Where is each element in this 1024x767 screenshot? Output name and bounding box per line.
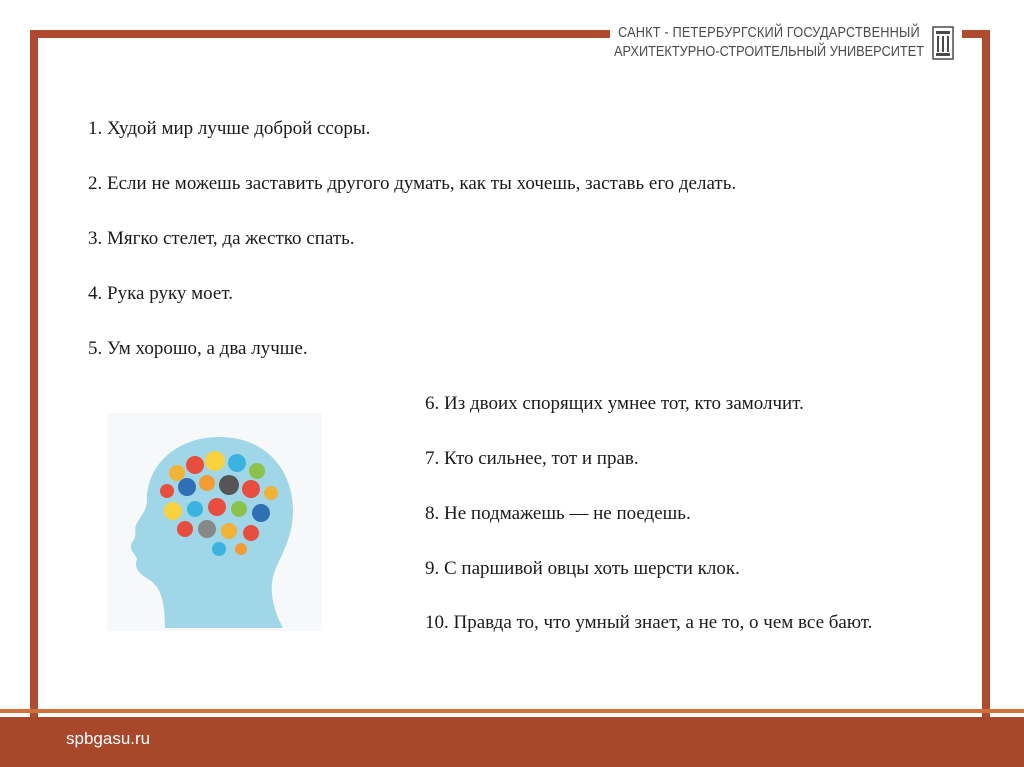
university-name-line1: САНКТ - ПЕТЕРБУРГСКИЙ ГОСУДАРСТВЕННЫЙ [618,24,920,41]
footer-site-link[interactable]: spbgasu.ru [66,729,151,748]
proverb-7: 7. Кто сильнее, тот и прав. [425,448,639,469]
head-illustration [107,413,322,631]
university-emblem-icon [932,26,954,60]
frame-right [982,30,990,742]
proverb-6: 6. Из двоих спорящих умнее тот, кто замолчит. [425,393,804,414]
proverb-5: 5. Ум хорошо, а два лучше. [88,338,308,359]
proverb-2: 2. Если не можешь заставить другого думать, как ты хочешь, заставь его делать. [88,173,737,194]
head-with-gears-icon [107,413,322,631]
footer-bar [0,717,1024,767]
proverb-9: 9. С паршивой овцы хоть шерсти клок. [425,558,740,579]
proverb-3: 3. Мягко стелет, да жестко спать. [88,228,355,249]
proverb-10: 10. Правда то, что умный знает, а не то, о чем все бают. [425,612,873,633]
proverb-4: 4. Рука руку моет. [88,283,233,304]
footer-stripe [0,709,1024,713]
university-logo [612,22,957,66]
university-name-line2: АРХИТЕКТУРНО-СТРОИТЕЛЬНЫЙ УНИВЕРСИТЕТ [614,43,924,60]
frame-left [30,30,38,742]
proverb-1: 1. Худой мир лучше доброй ссоры. [88,118,371,139]
proverb-8: 8. Не подмажешь — не поедешь. [425,503,691,524]
frame-top-left [30,30,610,38]
